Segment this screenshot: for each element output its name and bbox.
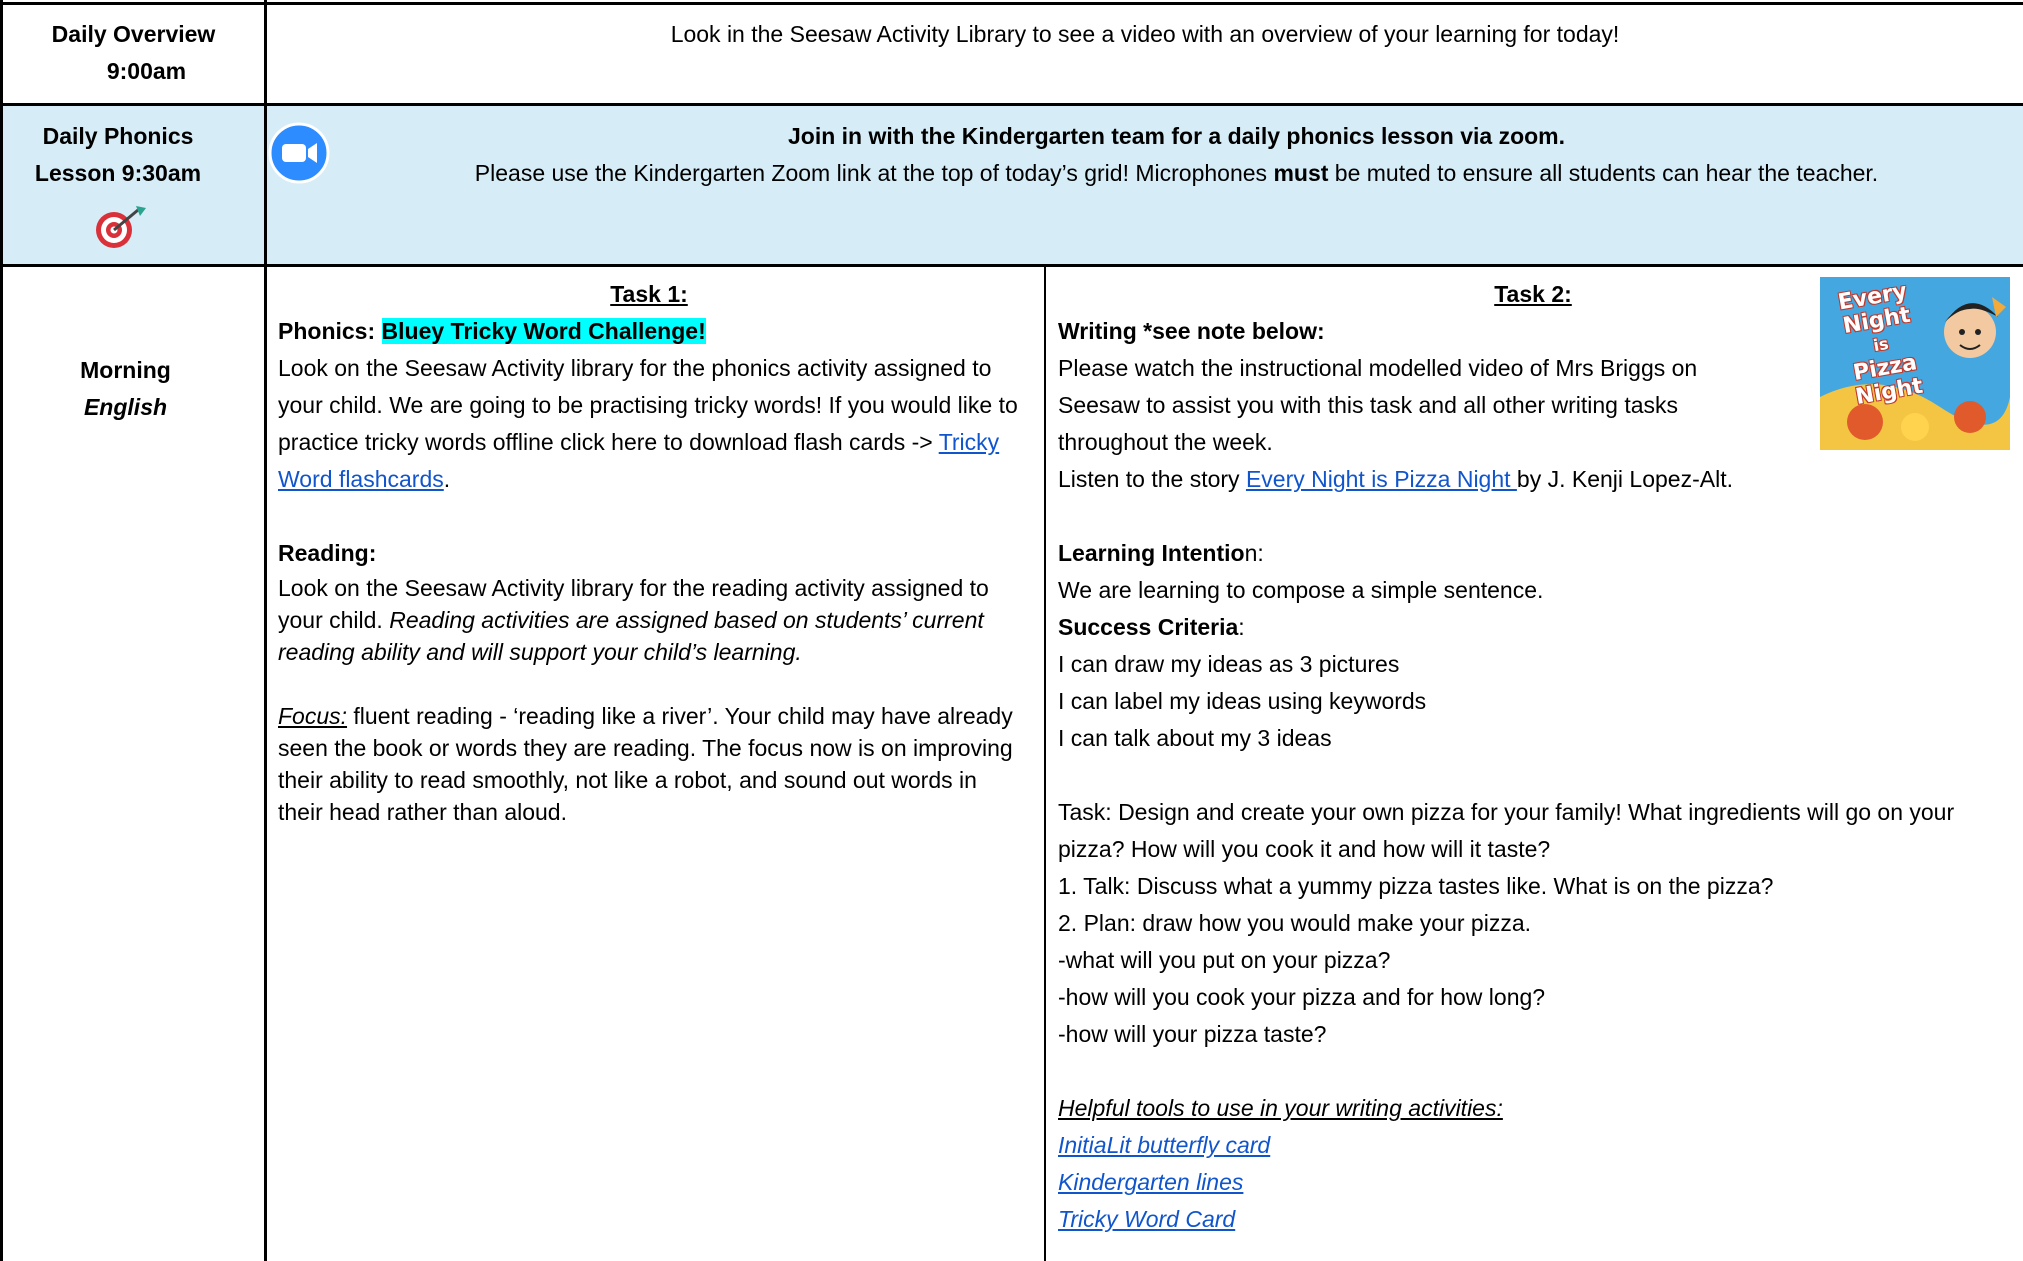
book-cover-image [1820,277,2010,450]
sc-label: Success Criteria [1058,614,1239,640]
task2-story [1058,461,2008,498]
task-step: -what will you put on your pizza? [1058,947,1391,973]
english-label-subject: English [83,394,168,420]
grid-line-row1 [0,103,2023,106]
task2-spacer-1 [1058,498,2008,535]
task2-learning-intention: We are learning to compose a simple sentence. [1058,577,1544,603]
task1-spacer [278,498,1020,535]
zoom-instructions-end: be muted to ensure all students can hear the teacher. [1328,160,1879,186]
book-cover-title [1820,277,1946,414]
li-label-rest: n: [1244,540,1264,566]
overview-label-line1: Daily Overview [51,21,216,47]
book-title-line1: Every Night [1836,278,1913,340]
criteria-item: I can draw my ideas as 3 pictures [1058,651,1400,677]
li-label-bold: Learning Intentio [1058,540,1245,566]
overview-text: Look in the Seesaw Activity Library to see a video with an overview of your learning for today! [670,21,1620,47]
grid-line-top [0,2,2023,5]
every-night-pizza-link[interactable]: Every Night is Pizza Night [1245,466,1517,492]
task1-reading-text [278,572,1020,668]
task-step: -how will your pizza taste? [1058,1021,1327,1047]
overview-label [3,16,264,90]
task1-focus [278,700,1020,828]
task1-reading-note: Reading activities are assigned based on students’ current reading ability and will support your child’s learning. [278,607,984,665]
target-icon [92,204,148,252]
task1-phonics-label: Phonics: [278,318,382,344]
task1-flashcards-after: . [443,466,451,492]
tricky-word-flashcards-link[interactable]: Tricky Word flashcards [278,429,1000,492]
task2-tools-label: Helpful tools to use in your writing activities: [1058,1095,1503,1121]
task2-title: Task 2: [1494,281,1572,307]
task2-story-before: Listen to the story [1058,466,1246,492]
overview-label-time: 9:00am [106,58,187,84]
task1-spacer-2 [278,668,1020,700]
task1-phonics-body: Look on the Seesaw Activity library for the phonics activity assigned to your child. We are going to be practising tricky words! If you would like to practice tricky words offline click here to download flash cards -> [278,355,1018,455]
task-step: 1. Talk: Discuss what a yummy pizza tastes like. What is on the pizza? [1058,873,1774,899]
phonics-label [3,118,233,192]
task1-focus-label: Focus: [278,703,348,729]
task1-content [278,276,1020,828]
phonics-zoom-info [330,118,2023,192]
grid-line-row2 [0,264,2023,267]
kindergarten-lines-link[interactable]: Kindergarten lines [1058,1169,1244,1195]
grid-line-label-column [264,0,267,1261]
english-label [3,352,248,426]
criteria-item: I can label my ideas using keywords [1058,688,1427,714]
phonics-zoom-heading: Join in with the Kindergarten team for a daily phonics lesson via zoom. [787,123,1566,149]
task1-phonics-text [278,350,1020,498]
task1-reading-body: Look on the Seesaw Activity library for the reading activity assigned to your child. [278,575,989,633]
book-title-line3: Pizza Night [1851,350,1925,410]
english-label-line1: Morning [80,357,171,383]
task1-reading-label: Reading: [278,540,377,566]
task2-writing-text: Please watch the instructional modelled video of Mrs Briggs on Seesaw to assist you with this task and all other writing tasks throughout the week. [1058,355,1698,455]
task2-task-text: Task: Design and create your own pizza for your family! What ingredients will go on your pizza? How will you cook it and how will it taste? [1058,799,1955,862]
task2-story-after: by J. Kenji Lopez-Alt. [1516,466,1733,492]
zoom-camera-icon[interactable] [268,122,330,184]
task1-phonics-highlight: Bluey Tricky Word Challenge! [381,318,706,344]
initialit-butterfly-card-link[interactable]: InitiaLit butterfly card [1058,1132,1271,1158]
task-step: 2. Plan: draw how you would make your pizza. [1058,910,1532,936]
task-step: -how will you cook your pizza and for how long? [1058,984,1546,1010]
task2-spacer-2 [1058,757,2008,794]
zoom-instructions-start: Please use the Kindergarten Zoom link at the top of today’s grid! Microphones [474,160,1274,186]
task1-title: Task 1: [610,281,688,307]
task2-learning-intention-label [1058,535,2008,572]
task1-phonics-heading [278,313,1020,350]
task2-spacer-3 [1058,1053,2008,1090]
phonics-zoom-instructions [330,155,2023,192]
task2-success-criteria-label [1058,609,2008,646]
phonics-label-line2: Lesson 9:30am [34,160,202,186]
zoom-instructions-emphasis: must [1273,160,1329,186]
book-title-line2: is [1871,333,1890,356]
grid-line-task-divider [1044,266,1046,1261]
tricky-word-card-link[interactable]: Tricky Word Card [1058,1206,1236,1232]
sc-colon: : [1238,614,1245,640]
phonics-label-line1: Daily Phonics [42,123,194,149]
task1-focus-text: fluent reading - ‘reading like a river’. Your child may have already seen the book or words they are reading. The focus now is on improving their ability to read smoothly, not like a robot, and sound out words in their head rather than aloud. [278,703,1013,825]
task2-writing-label: Writing *see note below: [1058,318,1325,344]
criteria-item: I can talk about my 3 ideas [1058,725,1332,751]
